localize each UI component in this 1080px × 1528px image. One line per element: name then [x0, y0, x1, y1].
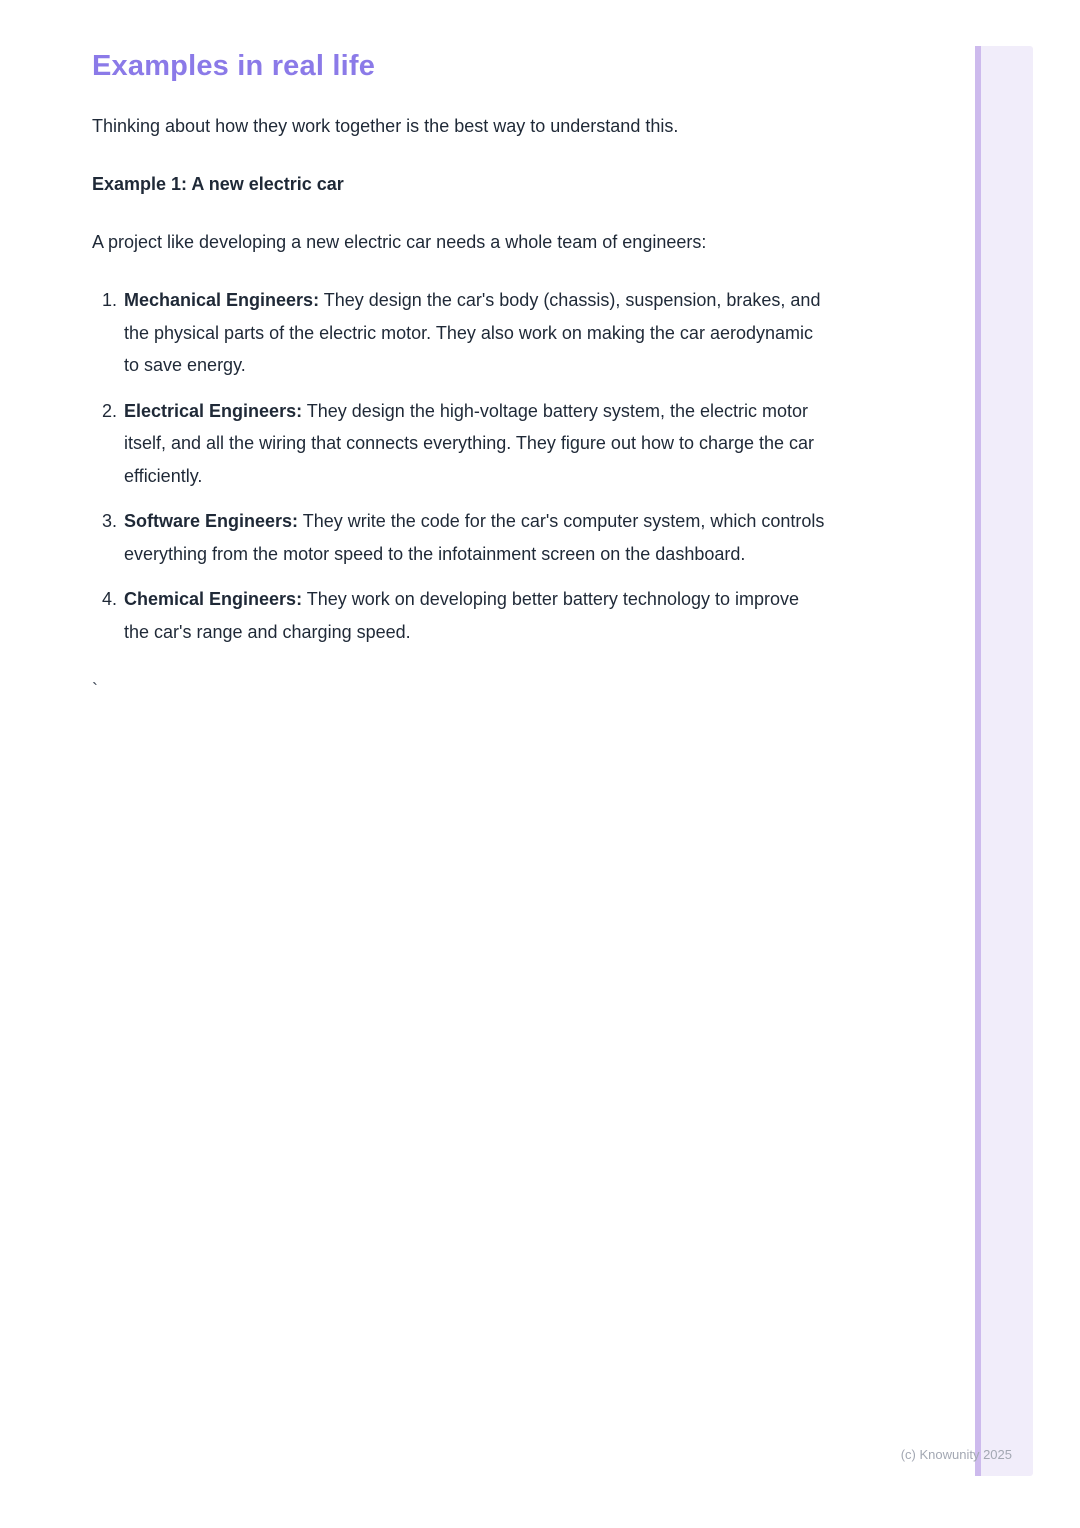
list-item-bold-label: Software Engineers: [124, 511, 299, 531]
list-item-bold-label: Mechanical Engineers: [124, 290, 320, 310]
list-item-text: They design the high-voltage battery system, the electric motor itself, and all the wiring that connects everything. They figure out how to charge the car efficiently. [124, 400, 815, 486]
list-item-text: They design the car's body (chassis), suspension, brakes, and the physical parts of the electric motor. They also work on making the car aerodynamic to save energy. [124, 290, 821, 375]
list-item [92, 395, 829, 493]
list-item-number: 3. [101, 511, 117, 531]
list-item-number: 2. [101, 400, 117, 421]
list-item [92, 284, 829, 382]
stray-backtick-character: ` [92, 680, 98, 700]
list-item-bold-label: Chemical Engineers: [124, 589, 303, 609]
example-heading: Example 1: A new electric car [92, 174, 344, 194]
list-item-number: 4. [101, 589, 117, 609]
engineer-list [92, 284, 829, 648]
page-title: Examples in real life [92, 50, 376, 82]
accent-lavender-band [981, 46, 1033, 1476]
copyright-footer: (c) Knowunity 2025 [900, 1447, 1012, 1462]
example-intro-paragraph: A project like developing a new electric car needs a whole team of engineers: [92, 232, 707, 252]
list-item [92, 505, 829, 570]
list-item-text: They write the code for the car's computer system, which controls everything from the motor speed to the infotainment screen on the dashboard. [124, 511, 825, 564]
intro-paragraph: Thinking about how they work together is the best way to understand this. [92, 116, 679, 136]
list-item [92, 583, 829, 648]
list-item-text: They work on developing better battery technology to improve the car's range and charging speed. [124, 589, 800, 642]
list-item-number: 1. [101, 290, 117, 310]
list-item-bold-label: Electrical Engineers: [124, 400, 303, 421]
document-content [0, 0, 840, 706]
right-accent-strip [975, 46, 1033, 1476]
